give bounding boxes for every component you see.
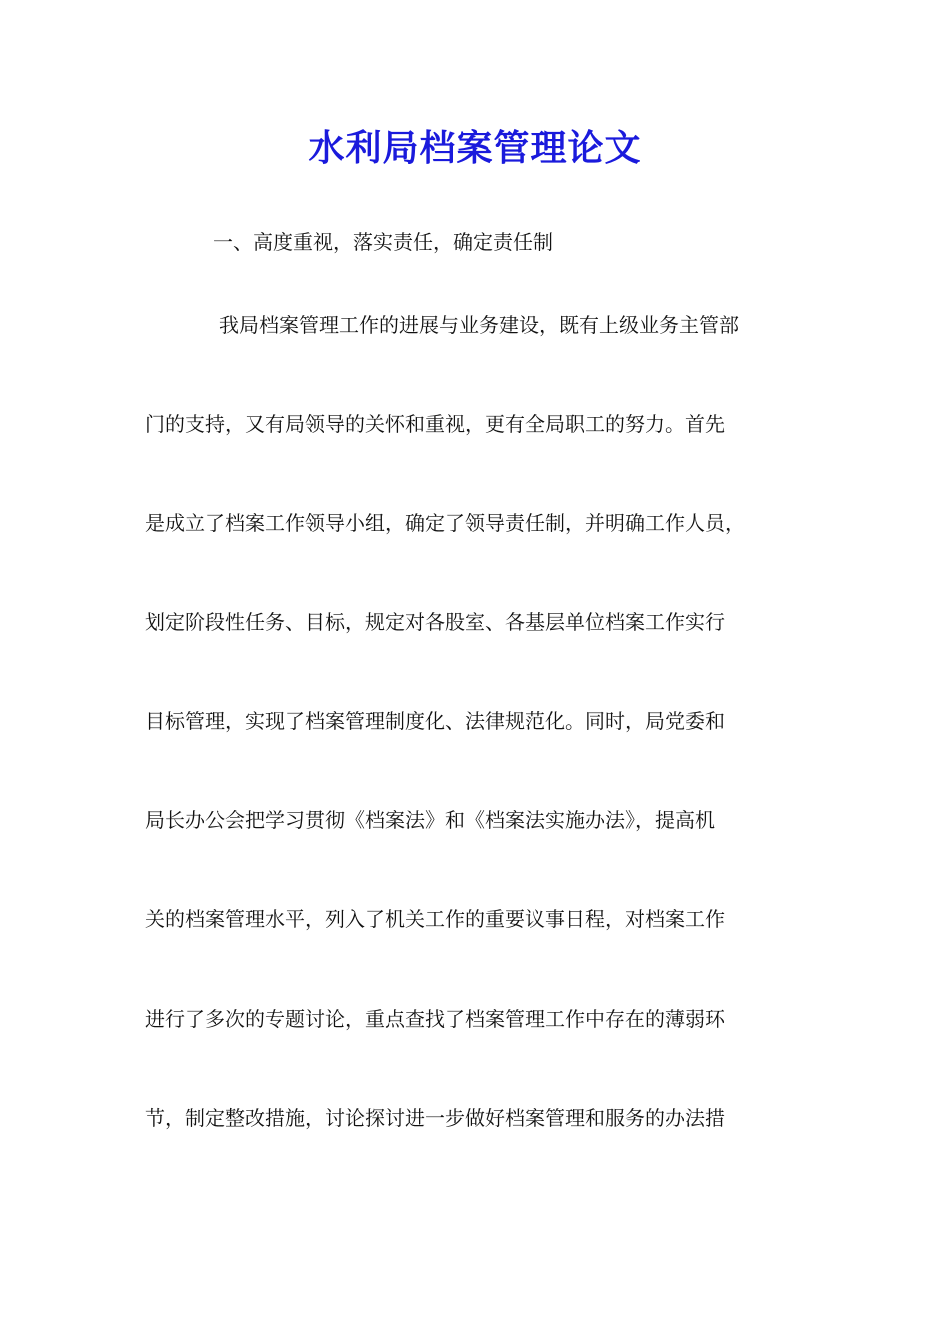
paragraph-line: 进行了多次的专题讨论，重点查找了档案管理工作中存在的薄弱环 <box>145 1007 725 1031</box>
paragraph-line: 关的档案管理水平，列入了机关工作的重要议事日程，对档案工作 <box>145 907 725 931</box>
paragraph-line: 划定阶段性任务、目标，规定对各股室、各基层单位档案工作实行 <box>145 610 725 634</box>
paragraph-line: 目标管理，实现了档案管理制度化、法律规范化。同时，局党委和 <box>145 709 725 733</box>
section-heading: 一、高度重视，落实责任，确定责任制 <box>213 230 553 254</box>
document-title: 水利局档案管理论文 <box>308 127 642 169</box>
paragraph-line: 门的支持，又有局领导的关怀和重视，更有全局职工的努力。首先 <box>145 412 725 436</box>
paragraph-line: 是成立了档案工作领导小组，确定了领导责任制，并明确工作人员， <box>145 511 745 535</box>
paragraph-line: 节，制定整改措施，讨论探讨进一步做好档案管理和服务的办法措 <box>145 1106 725 1130</box>
paragraph-line: 局长办公会把学习贯彻《档案法》和《档案法实施办法》，提高机 <box>145 808 715 832</box>
paragraph-line: 我局档案管理工作的进展与业务建设，既有上级业务主管部 <box>219 313 739 337</box>
